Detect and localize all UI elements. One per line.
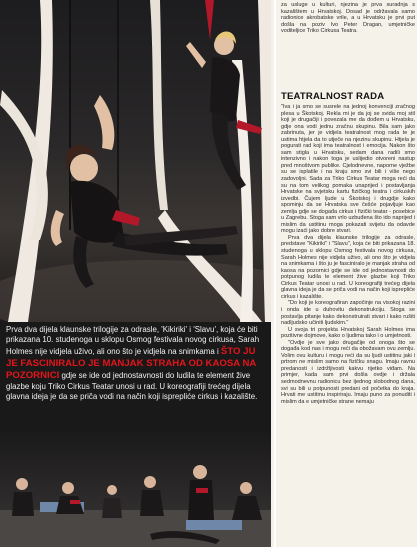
body-paragraph-5: "Ovdje je sve jako drugačije od onoga što se događa kod nas i mogu reći da obožavam ovu zemlju. Volim ovu kulturu i mogu reći da su ljudi ustitinu jaki i prtrom ne mislim samo na fizičku snagu. Imaju ravnu predanosti i izdržljivosti kakvu rijetko viđam. Na primjer, kada sam prvi došla ovdje i držala sedmodnevnu radionicu bez ijednog slobodnog dana, svi su bili u potpunosti predani od početka do kraja. Hrvati me ustitinu inspiriraju. Imaju puno za ponuditi i mislim da e umjetničke strane nemaju bbox=[281, 339, 415, 405]
body-paragraph-2: Prva dva dijela klaunske trilogije za odrasle, predstave "Kikiriki" i "Slavu", koja će biti prikazana 18. studenoga u sklopu Osmog festivala novog cirkusa, Sarah Holmes nije vidjela uživo, ali ono što je vidjela na snimkama i što ju je fasciniralo je manjak straha od kaosa na pozornici gdje se ide od jednostavnosti do potpunog ludila te element žive glazbe koji Triko Cirkus Teatar unosi u rad. U koreografiji trećeg dijela glavna ideja je da se priča vodi na način koji isprepliće cirkus i kazalište. bbox=[281, 234, 415, 300]
rehearsal-illustration bbox=[0, 432, 271, 547]
caption-tail: gdje se ide od jednostavnosti do ludila te element žive glazbe koju Triko Cirkus Teatar unosi u rad. U koreografiji trećeg dijela glavna ideja je da se priča vodi na način koji isprepliće cirkus i kazalište. bbox=[6, 370, 258, 401]
article-column bbox=[274, 0, 417, 547]
section-heading: TEATRALNOST RADA bbox=[281, 91, 385, 102]
body-paragraph-3: "Do koji je koreografiran započinje na visokoj razini i onda ide u duhovitu dekonstrukciju. Stoga se postavlja pitanje kako dekonstruirati stvari i kako rušiti nadljudsko učiniti ljudskim." bbox=[281, 300, 415, 327]
aerial-silks-photo bbox=[0, 0, 271, 322]
article-body bbox=[281, 91, 415, 405]
caption-lead: Prva dva dijela klaunske trilogije za odrasle, 'Kikiriki' i 'Slavu', koja će biti prikazana 10. studenoga u sklopu Osmog festivala novog cirkusa, Sarah Holmes nije vidjela uživo, ali ono što je vidjela na snimkama i bbox=[6, 325, 260, 356]
pull-quote: ŠTO JU JE FASCINIRALO JE MANJAK STRAHA OD KAOSA NA POZORNICI bbox=[6, 345, 256, 381]
intro-paragraph: za usluge u kulturi, njezina je prva suradnja s kazalištem u Hrvatskoj. Dosad je održavala samo radionice akrobatske vrile, a u Hrvatsku je prvi put došla na poziv Ivo Peter Dragan, umjetničke voditeljice Triko Cirkusa Teatra. bbox=[281, 2, 415, 35]
body-paragraph-4: U svoja tri projekta Hrvatskoj Sarah Holmes ima pozitivne dojmove, kako o ljudima tako i o umjetnosti. bbox=[281, 326, 415, 340]
aerial-silks-illustration bbox=[0, 0, 271, 322]
rehearsal-photo bbox=[0, 432, 271, 547]
article-intro bbox=[281, 2, 415, 35]
body-paragraph-1: "Iva i ja smo se susrele na jednoj konvenciji zračnog plesa u Škotskoj. Rekla mi je da joj se svida moj stil koji je drugačiji i povezala me da dođem u Hrvatsku, gdje ona vodi jednu zračnu skupinu. Bila sam jako zabrinuta, jer je vidjela teatralnost mog rada te je ustima htjela da to utječe na njezinu skupinu. Htjela je pogurati rad koji ima teatralnost i emocija. Nakon što sam stigla u Hrvatsku, sedam dana radili smo intenzivno i nakon toga je uslijedio otvoreni nastup pred mnoštvom publike. Cjelodnevne, naporne vježbe su se isplatile i na kraju smo svi bili i više nego zadovoljni. Sada za Triko Cirkus Teatar moga reći da su na tom velikog pomaka unaprijed i postavljanja Hrvatske na svjetsku kartu fizičkog teatra i cirkuskih izvedbi. Čujem ljude u Škotskoj i drugdje kako spominju da se Hrvatska sve češće pojavljuje kao zemlja gdje se događa cirkus i fizički teatar - posebice u Zagrebu. Stoga sam vrlo uzbuđena što ido naprijed i mislim da ustitinu moga pokazati svijetu da odavde mogu izaći jako dobre stvari. bbox=[281, 104, 415, 235]
photo-caption bbox=[6, 325, 268, 402]
